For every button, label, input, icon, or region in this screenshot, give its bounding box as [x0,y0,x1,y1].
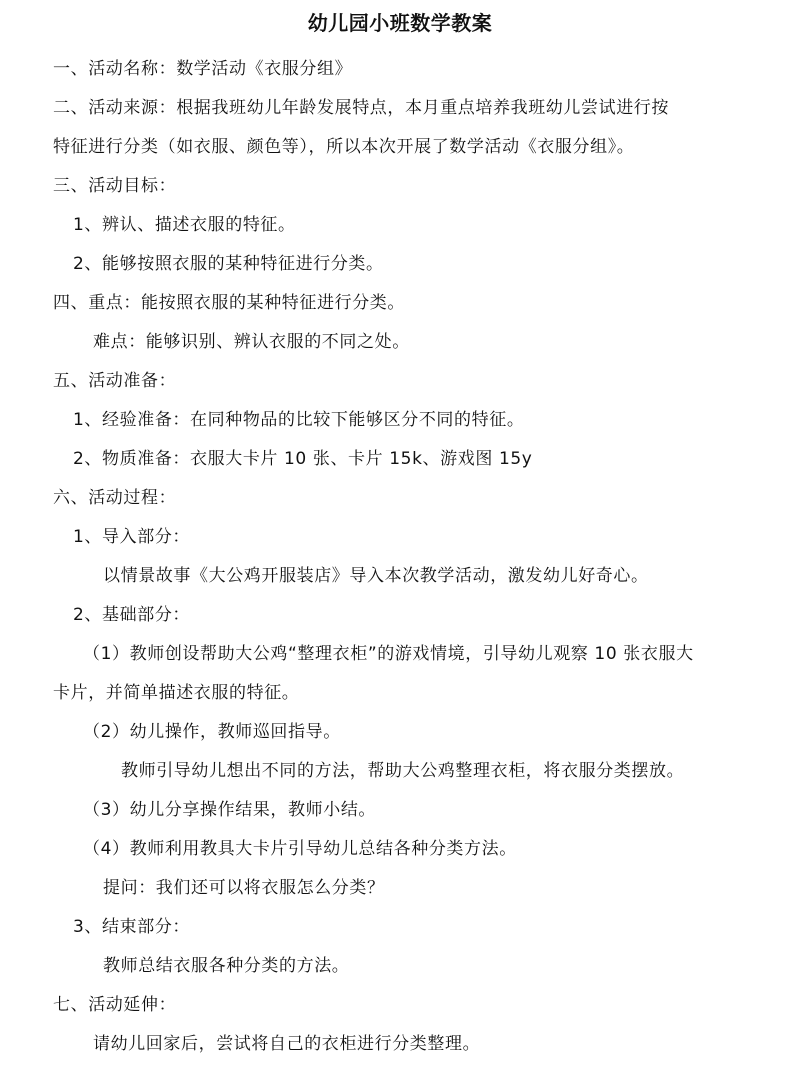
section-4-key-point: 四、重点：能按照衣服的某种特征进行分类。 [53,293,405,313]
question-prompt: 提问：我们还可以将衣服怎么分类？ [103,878,385,898]
section-2-continuation: 特征进行分类（如衣服、颜色等），所以本次开展了数学活动《衣服分组》。 [53,137,635,157]
basic-step-2-detail: 教师引导幼儿想出不同的方法，帮助大公鸡整理衣柜，将衣服分类摆放。 [121,761,685,781]
document-title: 幼儿园小班数学教案 [307,11,493,35]
section-6-process-heading: 六、活动过程： [53,488,177,508]
difficulty-point: 难点：能够识别、辨认衣服的不同之处。 [93,332,410,352]
process-ending-heading: 3、结束部分： [73,917,191,937]
basic-step-3: （3）幼儿分享操作结果，教师小结。 [83,800,377,820]
process-basic-heading: 2、基础部分： [73,605,191,625]
process-intro-text: 以情景故事《大公鸡开服装店》导入本次教学活动，激发幼儿好奇心。 [103,566,649,586]
goal-item-2: 2、能够按照衣服的某种特征进行分类。 [73,254,384,274]
preparation-experience: 1、经验准备：在同种物品的比较下能够区分不同的特征。 [73,410,525,430]
section-2-activity-source: 二、活动来源：根据我班幼儿年龄发展特点，本月重点培养我班幼儿尝试进行按 [53,98,669,118]
basic-step-1-continuation: 卡片，并简单描述衣服的特征。 [53,683,300,703]
section-1-activity-name: 一、活动名称：数学活动《衣服分组》 [53,59,353,79]
basic-step-4: （4）教师利用教具大卡片引导幼儿总结各种分类方法。 [83,839,517,859]
section-3-goals-heading: 三、活动目标： [53,176,177,196]
section-7-extension-heading: 七、活动延伸： [53,995,177,1015]
goal-item-1: 1、辨认、描述衣服的特征。 [73,215,296,235]
basic-step-1: （1）教师创设帮助大公鸡“整理衣柜”的游戏情境，引导幼儿观察 10 张衣服大 [83,644,694,664]
preparation-materials: 2、物质准备：衣服大卡片 10 张、卡片 15k、游戏图 15y [73,449,533,469]
process-intro-heading: 1、导入部分： [73,527,191,547]
extension-text: 请幼儿回家后，尝试将自己的衣柜进行分类整理。 [93,1034,481,1054]
basic-step-2: （2）幼儿操作，教师巡回指导。 [83,722,341,742]
process-ending-text: 教师总结衣服各种分类的方法。 [103,956,350,976]
section-5-preparation-heading: 五、活动准备： [53,371,177,391]
